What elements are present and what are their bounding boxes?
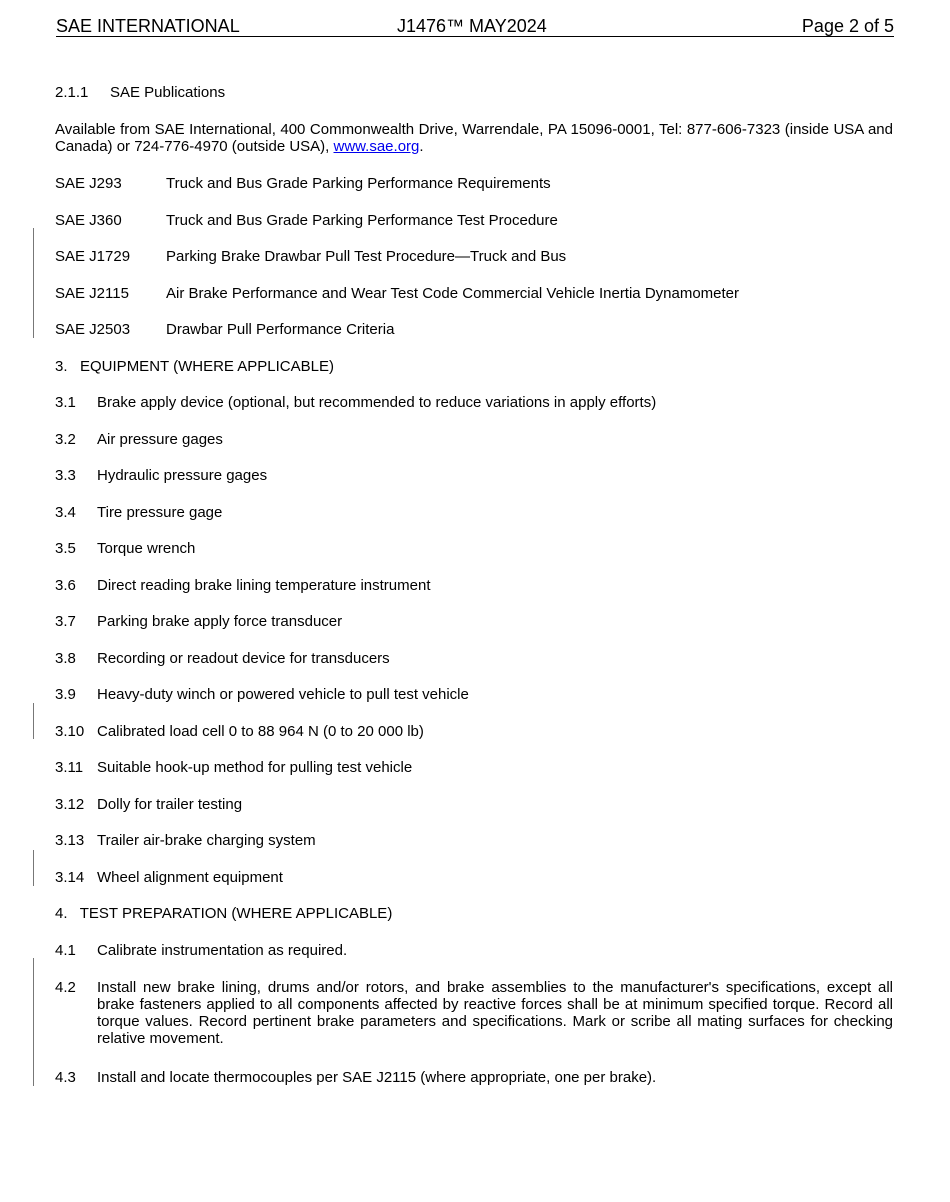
reference-row <box>0 212 950 230</box>
reference-row <box>0 285 950 303</box>
section-4-heading <box>0 905 950 923</box>
list-item <box>0 759 950 777</box>
section-title: SAE Publications <box>110 84 226 101</box>
header-document-id: J1476™ MAY2024 <box>397 16 547 36</box>
item-number: 3.12 <box>55 796 85 813</box>
list-item <box>0 796 950 814</box>
item-text: Suitable hook-up method for pulling test vehicle <box>97 759 413 776</box>
item-number: 4.3 <box>55 1069 76 1086</box>
availability-text: Available from SAE International, 400 Commonwealth Drive, Warrendale, PA 15096-0001, Tel: 877-606-7323 (inside USA and Canada) or 724-776-4970 (outside USA), <box>55 121 893 155</box>
list-item <box>0 431 950 449</box>
reference-title: Drawbar Pull Performance Criteria <box>166 321 395 338</box>
list-item <box>0 504 950 522</box>
item-number: 3.7 <box>55 613 76 630</box>
sae-website-link[interactable]: www.sae.org <box>333 138 420 155</box>
list-item <box>0 942 950 960</box>
item-text: Heavy-duty winch or powered vehicle to pull test vehicle <box>97 686 469 703</box>
item-text: Install new brake lining, drums and/or rotors, and brake assemblies to the manufacturer's specifications, except all brake fasteners applied to all components affected by reactive forces shall be at minimum specified torque. Record all torque values. Record pertinent brake parameters and specifications. Mark or scribe all mating surfaces for checking relative movement. <box>97 979 893 1047</box>
item-number: 4.1 <box>55 942 76 959</box>
section-heading: 4. TEST PREPARATION (WHERE APPLICABLE) <box>55 905 393 922</box>
header-organization: SAE INTERNATIONAL <box>56 16 240 36</box>
page-header <box>56 16 894 37</box>
reference-code: SAE J1729 <box>55 248 131 265</box>
reference-title: Truck and Bus Grade Parking Performance Test Procedure <box>166 212 558 229</box>
section-3-heading <box>0 358 950 376</box>
availability-paragraph <box>55 121 893 155</box>
reference-code: SAE J360 <box>55 212 122 229</box>
item-text: Install and locate thermocouples per SAE J2115 (where appropriate, one per brake). <box>97 1069 657 1086</box>
item-text: Wheel alignment equipment <box>97 869 283 886</box>
item-text: Direct reading brake lining temperature instrument <box>97 577 431 594</box>
item-text: Calibrated load cell 0 to 88 964 N (0 to 20 000 lb) <box>97 723 424 740</box>
item-number: 4.2 <box>55 979 76 996</box>
list-item <box>0 467 950 485</box>
item-text: Calibrate instrumentation as required. <box>97 942 348 959</box>
item-number: 3.11 <box>55 759 84 776</box>
item-text: Dolly for trailer testing <box>97 796 243 813</box>
section-heading: 3. EQUIPMENT (WHERE APPLICABLE) <box>55 358 334 375</box>
item-number: 3.6 <box>55 577 76 594</box>
item-number: 3.9 <box>55 686 76 703</box>
list-item <box>0 832 950 850</box>
item-number: 3.13 <box>55 832 85 849</box>
item-number: 3.8 <box>55 650 76 667</box>
list-item <box>0 869 950 887</box>
reference-code: SAE J2503 <box>55 321 131 338</box>
item-text: Torque wrench <box>97 540 196 557</box>
item-number: 3.14 <box>55 869 85 886</box>
reference-title: Parking Brake Drawbar Pull Test Procedure—Truck and Bus <box>166 248 567 265</box>
list-item <box>0 723 950 741</box>
list-item <box>0 613 950 631</box>
item-text: Trailer air-brake charging system <box>97 832 316 849</box>
item-text: Hydraulic pressure gages <box>97 467 268 484</box>
item-number: 3.2 <box>55 431 76 448</box>
item-number: 3.3 <box>55 467 76 484</box>
item-text: Parking brake apply force transducer <box>97 613 343 630</box>
list-item <box>0 577 950 595</box>
list-item <box>0 650 950 668</box>
list-item <box>0 394 950 412</box>
item-text: Tire pressure gage <box>97 504 223 521</box>
section-2-1-1-heading <box>0 84 950 102</box>
item-number: 3.4 <box>55 504 76 521</box>
item-number: 3.1 <box>55 394 76 411</box>
reference-title: Truck and Bus Grade Parking Performance Requirements <box>166 175 551 192</box>
item-number: 3.5 <box>55 540 76 557</box>
item-text: Brake apply device (optional, but recommended to reduce variations in apply efforts) <box>97 394 657 411</box>
item-text: Recording or readout device for transducers <box>97 650 390 667</box>
reference-row <box>0 248 950 266</box>
list-item <box>0 1069 950 1087</box>
item-text: Air pressure gages <box>97 431 223 448</box>
item-number: 3.10 <box>55 723 85 740</box>
reference-row <box>0 175 950 193</box>
reference-title: Air Brake Performance and Wear Test Code Commercial Vehicle Inertia Dynamometer <box>166 285 740 302</box>
list-item <box>0 686 950 704</box>
reference-row <box>0 321 950 339</box>
section-number: 2.1.1 <box>55 84 89 101</box>
header-page-number: Page 2 of 5 <box>801 16 894 36</box>
reference-code: SAE J2115 <box>55 285 129 302</box>
change-bar <box>33 958 34 1086</box>
list-item <box>0 540 950 558</box>
availability-period: . <box>419 138 424 155</box>
reference-code: SAE J293 <box>55 175 122 192</box>
